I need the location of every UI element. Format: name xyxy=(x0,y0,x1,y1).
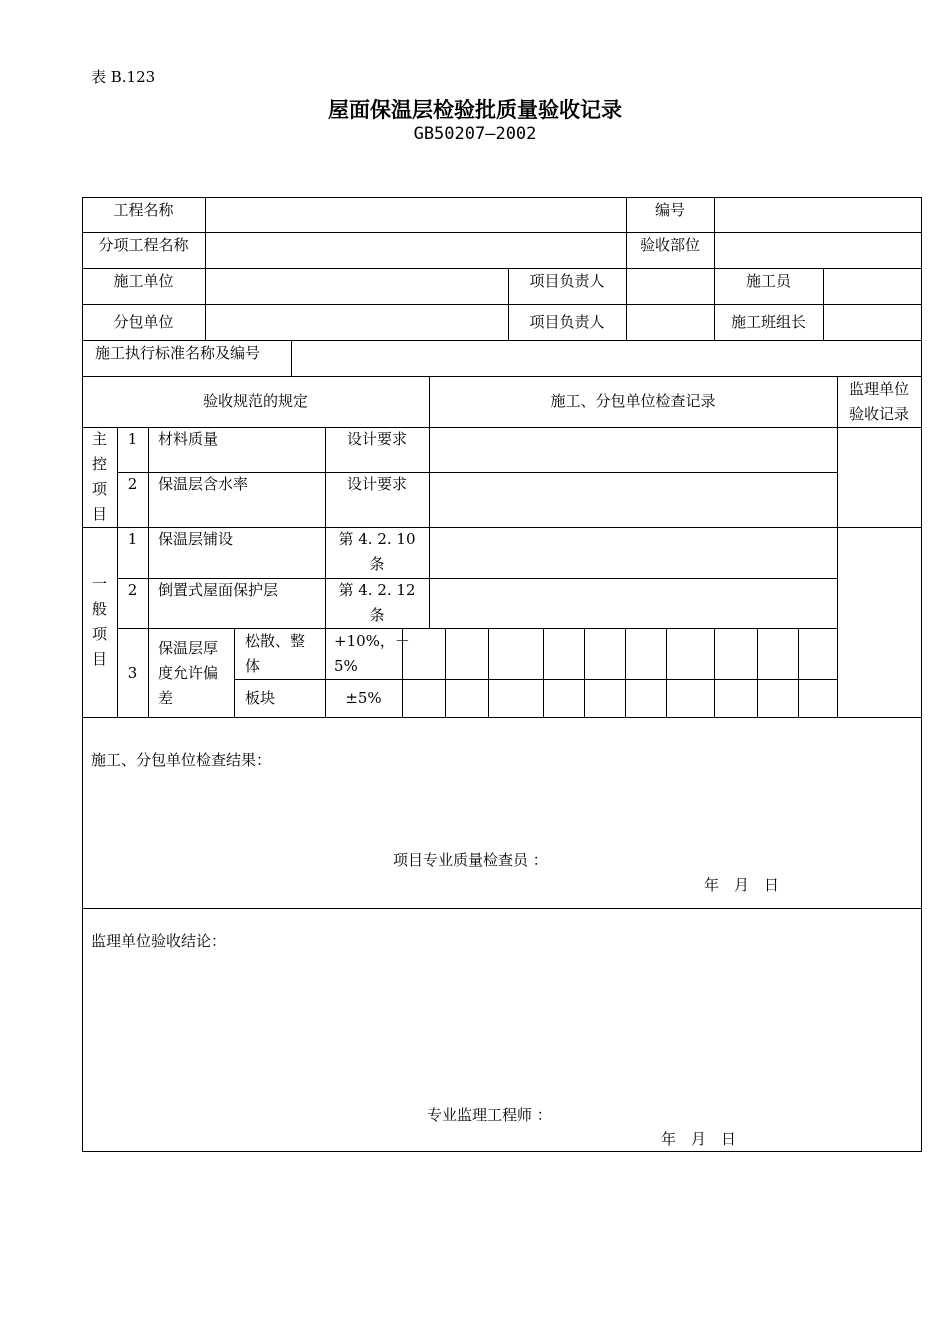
project-leader-label: 项目负责人 xyxy=(529,272,605,290)
standard-code: GB50207—2002 xyxy=(413,124,537,144)
team-leader-label: 施工班组长 xyxy=(730,313,806,331)
item-requirement: 条 xyxy=(369,555,385,573)
supervising-engineer-label: 专业监理工程师 ： xyxy=(427,1106,552,1124)
spec-header: 验收规范的规定 xyxy=(202,392,308,410)
acceptance-part-label: 验收部位 xyxy=(639,236,700,254)
subcontract-unit-label: 分包单位 xyxy=(113,313,174,331)
item-number: 1 xyxy=(127,430,138,448)
sub-project-label: 分项工程名称 xyxy=(98,236,189,254)
general-group-char: 项 xyxy=(91,625,107,643)
constructor-label: 施工员 xyxy=(745,272,791,290)
item-requirement: 设计要求 xyxy=(346,430,407,448)
item-number: 2 xyxy=(127,475,138,493)
main-group-char: 控 xyxy=(91,455,107,473)
project-leader-label-2: 项目负责人 xyxy=(529,313,605,331)
main-group-char: 主 xyxy=(91,430,107,448)
item-requirement: 第 4. 2. 10 xyxy=(338,530,416,548)
loose-label: 松散、整 xyxy=(245,632,306,650)
table-number: 表 B.123 xyxy=(91,68,156,86)
item-name: 度允许偏 xyxy=(158,664,219,682)
board-tolerance: ±5% xyxy=(345,689,382,707)
item-number: 2 xyxy=(127,581,138,599)
item-requirement: 第 4. 2. 12 xyxy=(338,581,416,599)
check-record-header: 施工、分包单位检查记录 xyxy=(550,392,716,410)
item-name: 差 xyxy=(158,689,174,707)
project-name-label: 工程名称 xyxy=(113,201,174,219)
main-group-char: 项 xyxy=(91,480,107,498)
standard-label: 施工执行标准名称及编号 xyxy=(95,344,261,362)
supervisor-record-header-2: 验收记录 xyxy=(848,405,909,423)
item-requirement: 设计要求 xyxy=(346,475,407,493)
main-group-char: 目 xyxy=(91,505,107,523)
number-label: 编号 xyxy=(654,201,685,219)
loose-tolerance: +10%，－ xyxy=(334,632,410,650)
general-group-char: 目 xyxy=(91,650,107,668)
item-name: 保温层厚 xyxy=(158,639,219,657)
supervisor-record-header-1: 监理单位 xyxy=(848,380,909,398)
quality-inspector-label: 项目专业质量检查员 ： xyxy=(393,851,548,869)
page-title: 屋面保温层检验批质量验收记录 xyxy=(328,97,622,122)
general-group-char: 一 xyxy=(91,575,107,593)
board-label: 板块 xyxy=(245,689,276,707)
loose-label: 体 xyxy=(245,657,261,675)
item-name: 倒置式屋面保护层 xyxy=(158,581,279,599)
supervisor-conclusion-label: 监理单位验收结论： xyxy=(91,932,227,950)
conclusion-date: 年 月 日 xyxy=(661,1130,737,1148)
item-requirement: 条 xyxy=(369,606,385,624)
item-number: 3 xyxy=(127,664,138,682)
item-name: 材料质量 xyxy=(158,430,219,448)
construction-unit-label: 施工单位 xyxy=(113,272,174,290)
result-date: 年 月 日 xyxy=(704,876,780,894)
item-number: 1 xyxy=(127,530,138,548)
item-name: 保温层含水率 xyxy=(158,475,249,493)
general-group-char: 般 xyxy=(91,600,107,618)
item-name: 保温层铺设 xyxy=(158,530,234,548)
check-result-label: 施工、分包单位检查结果： xyxy=(91,751,272,769)
loose-tolerance: 5% xyxy=(334,657,358,675)
